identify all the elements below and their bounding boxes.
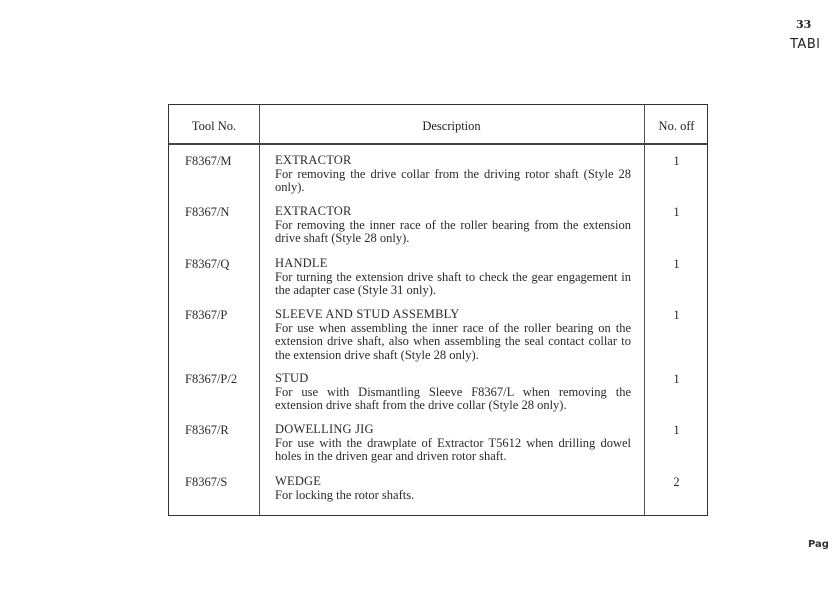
tool-description-text: For use with the drawplate of Extractor T5612 when drilling dowel holes in the driven gear and driven rotor shaft. xyxy=(275,435,631,463)
tool-title: SLEEVE AND STUD ASSEMBLY xyxy=(275,307,460,321)
tools-table xyxy=(168,104,708,516)
tool-title: EXTRACTOR xyxy=(275,204,352,218)
tool-number: F8367/M xyxy=(185,154,232,168)
tool-description xyxy=(275,154,631,195)
header-description: Description xyxy=(422,119,481,133)
tool-description xyxy=(275,205,631,246)
tool-number: F8367/P/2 xyxy=(185,372,238,386)
tool-description xyxy=(275,308,631,362)
tool-title: WEDGE xyxy=(275,474,322,488)
header-divider xyxy=(169,143,707,145)
tool-description xyxy=(275,475,631,502)
tool-description-text: For use with Dismantling Sleeve F8367/L when removing the extension drive shaft from the drive collar (Style 28 only). xyxy=(275,384,631,412)
tool-description-text: For locking the rotor shafts. xyxy=(275,487,415,502)
tool-title: EXTRACTOR xyxy=(275,153,352,167)
tool-title: STUD xyxy=(275,371,309,385)
tool-quantity: 2 xyxy=(673,475,680,489)
tool-description-text: For removing the inner race of the roller bearing from the extension drive shaft (Style 28 only). xyxy=(275,217,631,245)
tool-description-text: For removing the drive collar from the driving rotor shaft (Style 28 only). xyxy=(275,166,631,194)
tool-title: DOWELLING JIG xyxy=(275,422,374,436)
header-no-off: No. off xyxy=(658,119,695,133)
tool-quantity: 1 xyxy=(673,308,680,322)
tool-number: F8367/S xyxy=(185,475,228,489)
column-divider xyxy=(259,105,260,515)
tool-quantity: 1 xyxy=(673,423,680,437)
page-number: 33 xyxy=(796,18,812,31)
page-footer-label: Pag xyxy=(808,539,829,550)
tool-title: HANDLE xyxy=(275,256,328,270)
tool-number: F8367/Q xyxy=(185,257,230,271)
header-tool-no: Tool No. xyxy=(191,119,237,133)
section-label: TABl xyxy=(790,37,821,52)
tool-number: F8367/N xyxy=(185,205,230,219)
tool-description xyxy=(275,372,631,413)
tool-number: F8367/R xyxy=(185,423,229,437)
tool-description xyxy=(275,257,631,298)
tool-quantity: 1 xyxy=(673,257,680,271)
tool-quantity: 1 xyxy=(673,205,680,219)
tool-quantity: 1 xyxy=(673,154,680,168)
tool-description-text: For turning the extension drive shaft to check the gear engagement in the adapter case (Style 31 only). xyxy=(275,269,631,297)
tool-quantity: 1 xyxy=(673,372,680,386)
tool-number: F8367/P xyxy=(185,308,228,322)
tool-description xyxy=(275,423,631,464)
tool-description-text: For use when assembling the inner race of the roller bearing on the extension drive shaft, also when assembling the seal contact collar to the extension drive shaft (Style 28 only). xyxy=(275,320,631,362)
